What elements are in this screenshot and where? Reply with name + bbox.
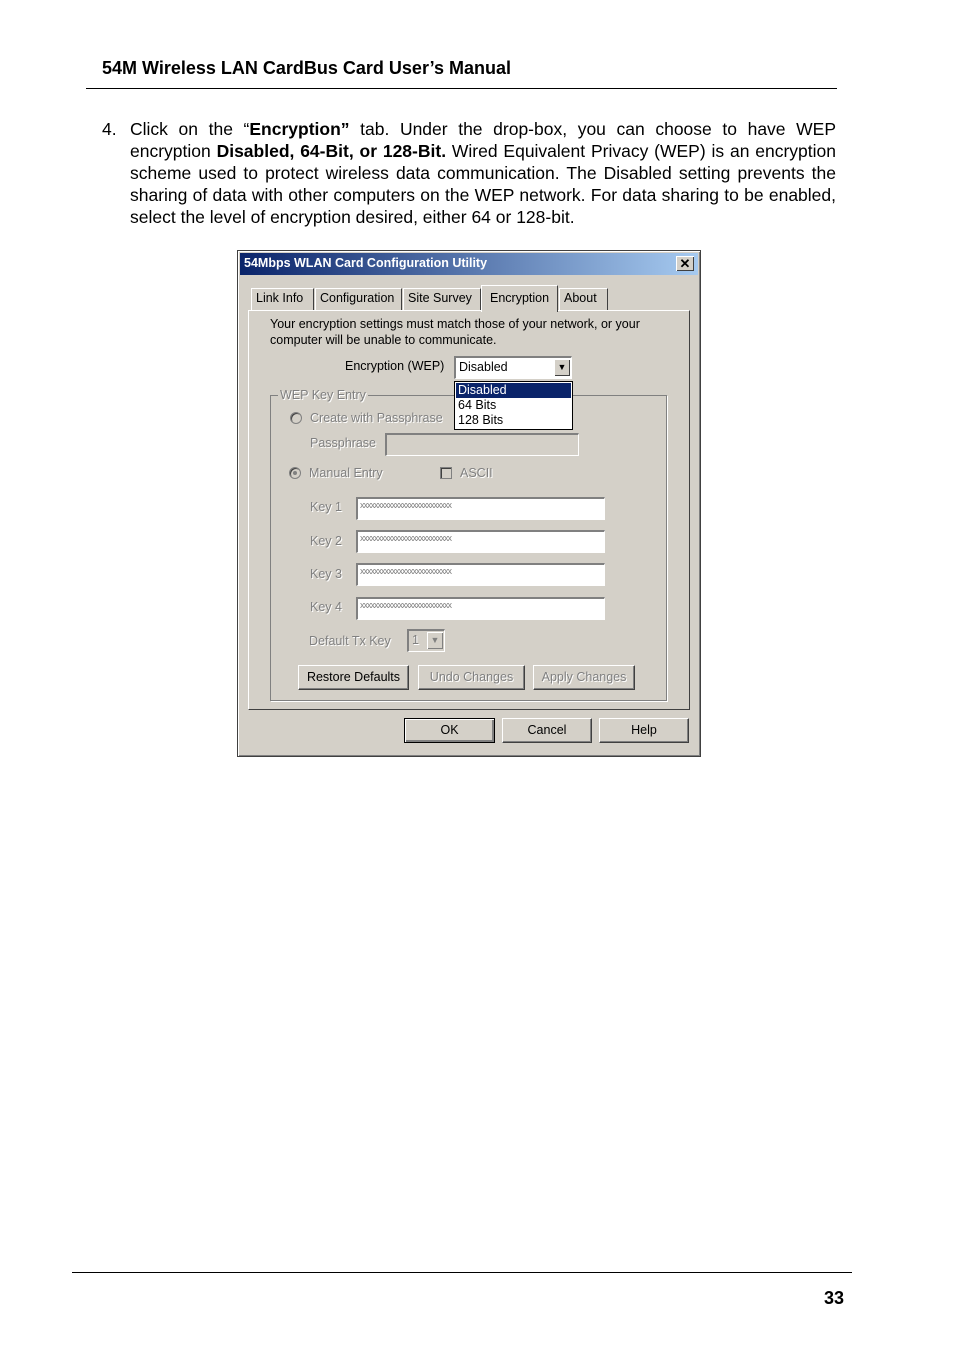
chevron-down-icon[interactable]: ▼ <box>427 632 443 649</box>
ok-button[interactable]: OK <box>404 718 495 743</box>
encryption-select[interactable] <box>454 356 572 379</box>
encryption-dropdown-list <box>454 381 573 430</box>
key4-value: xxxxxxxxxxxxxxxxxxxxxxxxxx <box>360 600 451 610</box>
key4-label: Key 4 <box>310 600 342 614</box>
apply-changes-button[interactable]: Apply Changes <box>533 665 635 690</box>
tab-configuration[interactable]: Configuration <box>315 288 402 310</box>
key2-value: xxxxxxxxxxxxxxxxxxxxxxxxxx <box>360 533 451 543</box>
header-rule <box>86 88 837 89</box>
step-text-2: tab. Under the drop-box, you can choose to have WEP encryption <box>130 119 837 161</box>
key4-input[interactable] <box>356 597 605 620</box>
step-text-1: Click on the “ <box>130 119 250 139</box>
page-header-title: 54M Wireless LAN CardBus Card User’s Manual <box>102 58 511 78</box>
chevron-down-icon[interactable]: ▼ <box>554 359 570 376</box>
undo-changes-button[interactable]: Undo Changes <box>418 665 525 690</box>
page-number: 33 <box>823 1288 844 1308</box>
step-bold-2: Disabled, 64-Bit, or 128-Bit. <box>216 141 447 161</box>
encryption-select-value: Disabled <box>459 360 508 374</box>
ascii-label: ASCII <box>460 466 493 480</box>
wep-key-entry-label: WEP Key Entry <box>280 388 366 402</box>
default-tx-key-value: 1 <box>412 633 419 647</box>
key2-input[interactable] <box>356 530 605 553</box>
passphrase-radio[interactable] <box>290 412 302 424</box>
footer-rule <box>72 1272 852 1273</box>
step-text-3: Wired Equivalent Privacy (WEP) is an encryption scheme used to protect wireless data communication. The Disabled setting prevents the sharing of data with other computers on the WEP network. For data sharing to be enabled, select the level of encryption desired, either 64 or 128-bit. <box>130 141 836 227</box>
option-128-bits[interactable]: 128 Bits <box>458 413 504 427</box>
dialog-titlebar <box>240 253 698 275</box>
passphrase-radio-label: Create with Passphrase <box>310 411 443 425</box>
encryption-label: Encryption (WEP) <box>345 359 445 373</box>
step-paragraph <box>102 118 837 228</box>
help-button[interactable]: Help <box>599 718 689 743</box>
close-icon[interactable]: ✕ <box>676 256 694 271</box>
tab-site-survey[interactable]: Site Survey <box>403 288 481 310</box>
key1-input[interactable] <box>356 497 605 520</box>
tab-about[interactable]: About <box>559 288 608 310</box>
default-tx-key-select[interactable] <box>407 629 445 652</box>
key3-value: xxxxxxxxxxxxxxxxxxxxxxxxxx <box>360 566 451 576</box>
manual-entry-label: Manual Entry <box>309 466 383 480</box>
key2-label: Key 2 <box>310 534 342 548</box>
tab-encryption[interactable]: Encryption <box>481 285 558 312</box>
step-bold-1: Encryption” <box>249 119 350 139</box>
key3-label: Key 3 <box>310 567 342 581</box>
dialog-title: 54Mbps WLAN Card Configuration Utility <box>244 256 488 270</box>
option-disabled[interactable]: Disabled <box>456 383 571 398</box>
key3-input[interactable] <box>356 563 605 586</box>
step-number: 4. <box>102 119 117 139</box>
key1-label: Key 1 <box>310 500 342 514</box>
passphrase-label: Passphrase <box>310 436 377 450</box>
manual-entry-radio[interactable] <box>289 467 301 479</box>
default-tx-key-label: Default Tx Key <box>309 634 391 648</box>
passphrase-input[interactable] <box>385 433 579 456</box>
cancel-button[interactable]: Cancel <box>502 718 592 743</box>
restore-defaults-button[interactable]: Restore Defaults <box>298 665 409 690</box>
option-64-bits[interactable]: 64 Bits <box>458 398 497 412</box>
tab-link-info[interactable]: Link Info <box>251 288 314 310</box>
encryption-message: Your encryption settings must match those of your network, or your computer will be unable to communicate. <box>270 317 640 347</box>
key1-value: xxxxxxxxxxxxxxxxxxxxxxxxxx <box>360 500 451 510</box>
ascii-checkbox[interactable] <box>440 467 452 479</box>
